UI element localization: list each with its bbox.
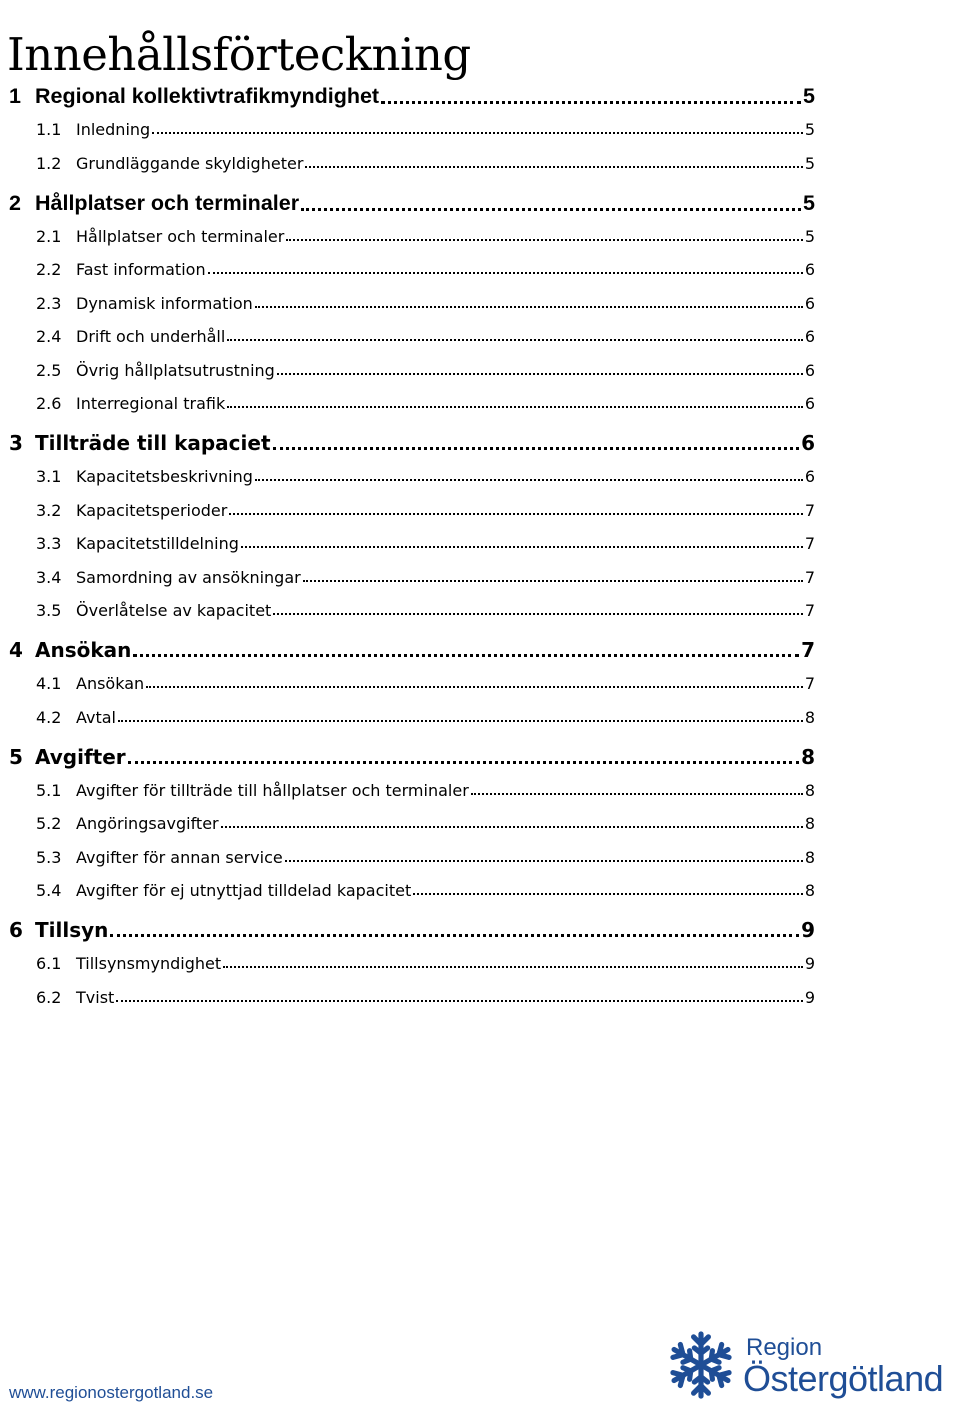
- toc-page-number: 8: [804, 814, 815, 833]
- toc-dot-leader: [305, 165, 802, 168]
- toc-dot-leader: [227, 405, 803, 408]
- toc-number: 5.4: [36, 881, 62, 900]
- toc-title: Tillsynsmyndighet: [76, 954, 222, 973]
- toc-number: 4.1: [36, 674, 62, 693]
- toc-number: 6.1: [36, 954, 62, 973]
- toc-section-entry[interactable]: [36, 327, 815, 346]
- logo-text-region: Region: [746, 1334, 823, 1361]
- toc-page-number: 8: [801, 744, 815, 769]
- toc-dot-leader: [110, 933, 799, 937]
- toc-page-number: 9: [804, 987, 815, 1007]
- toc-dot-leader: [118, 719, 803, 722]
- toc-section-entry[interactable]: [36, 154, 815, 173]
- toc-dot-leader: [229, 512, 802, 515]
- toc-page-number: 5: [804, 226, 815, 246]
- toc-page-number: 8: [804, 847, 815, 867]
- toc-number: 1.1: [36, 120, 62, 139]
- toc-dot-leader: [223, 965, 803, 968]
- toc-section-entry[interactable]: [36, 988, 815, 1007]
- toc-dot-leader: [303, 579, 803, 582]
- toc-page-number: 8: [804, 780, 815, 800]
- toc-number: 2.3: [36, 293, 62, 313]
- toc-dot-leader: [221, 825, 803, 828]
- toc-dot-leader: [471, 792, 803, 795]
- toc-section-entry[interactable]: [36, 954, 815, 973]
- toc-section-entry[interactable]: [36, 708, 815, 727]
- toc-page-number: 8: [804, 881, 815, 900]
- toc-section-entry[interactable]: [36, 260, 815, 279]
- toc-page-number: 8: [804, 707, 815, 727]
- toc-number: 3.4: [36, 567, 62, 587]
- toc-title: Ansökan: [76, 674, 145, 693]
- toc-section-entry[interactable]: [36, 361, 815, 380]
- toc-number: 5.3: [36, 847, 62, 867]
- toc-page-number: 5: [804, 120, 815, 139]
- toc-section-entry[interactable]: [36, 294, 815, 313]
- toc-dot-leader: [241, 545, 803, 548]
- toc-title: Hållplatser och terminaler: [76, 226, 285, 246]
- toc-title: Grundläggande skyldigheter: [76, 153, 304, 173]
- toc-chapter-entry[interactable]: [9, 745, 815, 769]
- toc-number: 2.4: [36, 327, 62, 346]
- toc-number: 6.2: [36, 987, 62, 1007]
- toc-title: Övrig hållplatsutrustning: [76, 360, 275, 380]
- toc-title: Avgifter för tillträde till hållplatser och terminaler: [76, 780, 469, 800]
- toc-title: Kapacitetsperioder: [76, 500, 228, 520]
- toc-section-entry[interactable]: [36, 848, 815, 867]
- toc-dot-leader: [301, 207, 801, 211]
- toc-page-number: 6: [804, 467, 815, 486]
- toc-title: Avtal: [76, 707, 116, 727]
- toc-section-entry[interactable]: [36, 568, 815, 587]
- toc-section-entry[interactable]: [36, 501, 815, 520]
- toc-page-number: 5: [804, 153, 815, 173]
- toc-dot-leader: [381, 100, 801, 104]
- toc-section-entry[interactable]: [36, 781, 815, 800]
- toc-number: 3.2: [36, 500, 62, 520]
- toc-title: Kapacitetsbeskrivning: [76, 467, 253, 486]
- toc-title: Fast information: [76, 260, 206, 279]
- toc-page-number: 5: [803, 84, 815, 108]
- toc-page-number: 6: [801, 431, 815, 455]
- toc-page-number: 7: [804, 567, 815, 587]
- toc-number: 2.2: [36, 260, 62, 279]
- toc-title: Avgifter för ej utnyttjad tilldelad kapacitet: [76, 881, 412, 900]
- toc-dot-leader: [128, 760, 799, 764]
- toc-chapter-entry[interactable]: [9, 638, 815, 662]
- toc-section-entry[interactable]: [36, 467, 815, 486]
- toc-chapter-entry[interactable]: [9, 191, 815, 216]
- toc-title: Inledning: [76, 120, 151, 139]
- logo-text-ostergotland: Östergötland: [743, 1358, 944, 1399]
- toc-dot-leader: [273, 446, 800, 450]
- toc-page-number: 7: [804, 601, 815, 620]
- toc-page-number: 7: [804, 674, 815, 693]
- toc-section-entry[interactable]: [36, 120, 815, 139]
- toc-title: Samordning av ansökningar: [76, 567, 301, 587]
- toc-page-number: 7: [801, 638, 815, 662]
- toc-number: 5.2: [36, 814, 62, 833]
- toc-number: 3: [9, 431, 23, 455]
- toc-section-entry[interactable]: [36, 814, 815, 833]
- toc-page-number: 6: [804, 360, 815, 380]
- toc-number: 6: [9, 918, 23, 942]
- toc-title: Dynamisk information: [76, 293, 253, 313]
- toc-number: 1.2: [36, 153, 62, 173]
- toc-page-number: 7: [804, 534, 815, 553]
- toc-page-number: 6: [804, 394, 815, 413]
- toc-page-number: 6: [804, 260, 815, 279]
- toc-dot-leader: [152, 131, 803, 134]
- toc-number: 3.3: [36, 534, 62, 553]
- toc-title: Kapacitetstilldelning: [76, 534, 239, 553]
- toc-section-entry[interactable]: [36, 534, 815, 553]
- toc-dot-leader: [413, 892, 803, 895]
- toc-page-number: 6: [804, 327, 815, 346]
- toc-title: Drift och underhåll: [76, 327, 226, 346]
- toc-title: Överlåtelse av kapacitet: [76, 601, 272, 620]
- toc-dot-leader: [255, 478, 803, 481]
- toc-dot-leader: [286, 238, 802, 241]
- toc-title: Avgifter: [35, 744, 126, 769]
- toc-number: 1: [9, 84, 21, 108]
- toc-page-number: 9: [801, 918, 815, 942]
- toc-dot-leader: [208, 271, 803, 274]
- snowflake-icon: [664, 1328, 738, 1402]
- toc-chapter-entry[interactable]: [9, 918, 815, 942]
- toc-section-entry[interactable]: [36, 881, 815, 900]
- toc-dot-leader: [277, 372, 803, 375]
- toc-section-entry[interactable]: [36, 674, 815, 693]
- toc-number: 4.2: [36, 707, 62, 727]
- region-logo: [664, 1328, 960, 1405]
- toc-title: Tillträde till kapaciet: [35, 431, 271, 455]
- toc-number: 5.1: [36, 780, 62, 800]
- toc-dot-leader: [285, 859, 803, 862]
- toc-title: Interregional trafik: [76, 394, 226, 413]
- toc-dot-leader: [133, 653, 799, 657]
- toc-page-number: 5: [803, 190, 815, 215]
- toc-dot-leader: [273, 612, 803, 615]
- toc-title: Angöringsavgifter: [76, 814, 219, 833]
- toc-dot-leader: [146, 685, 803, 688]
- toc-page-number: 6: [804, 293, 815, 313]
- toc-title: Ansökan: [35, 638, 132, 662]
- toc-title: Tvist: [76, 987, 115, 1007]
- toc-number: 2: [9, 190, 21, 215]
- toc-chapter-entry[interactable]: [9, 84, 815, 109]
- toc-number: 5: [9, 744, 23, 769]
- toc-number: 4: [9, 638, 23, 662]
- toc-page-number: 9: [804, 954, 815, 973]
- toc-number: 3.1: [36, 467, 62, 486]
- toc-page-number: 7: [804, 500, 815, 520]
- toc-title: Avgifter för annan service: [76, 847, 283, 867]
- page-title: Innehållsförteckning: [7, 28, 471, 82]
- toc-chapter-entry[interactable]: [9, 431, 815, 455]
- toc-dot-leader: [116, 999, 803, 1002]
- toc-section-entry[interactable]: [36, 227, 815, 246]
- footer-website-link[interactable]: www.regionostergotland.se: [9, 1383, 214, 1402]
- toc-number: 2.1: [36, 226, 62, 246]
- toc-title: Tillsyn: [35, 918, 109, 942]
- toc-section-entry[interactable]: [36, 601, 815, 620]
- toc-section-entry[interactable]: [36, 394, 815, 413]
- toc-title: Regional kollektivtrafikmyndighet: [35, 84, 380, 108]
- toc-number: 2.6: [36, 394, 62, 413]
- toc-number: 2.5: [36, 360, 62, 380]
- toc-dot-leader: [227, 338, 803, 341]
- toc-dot-leader: [255, 305, 803, 308]
- toc-title: Hållplatser och terminaler: [35, 190, 300, 215]
- toc-number: 3.5: [36, 601, 62, 620]
